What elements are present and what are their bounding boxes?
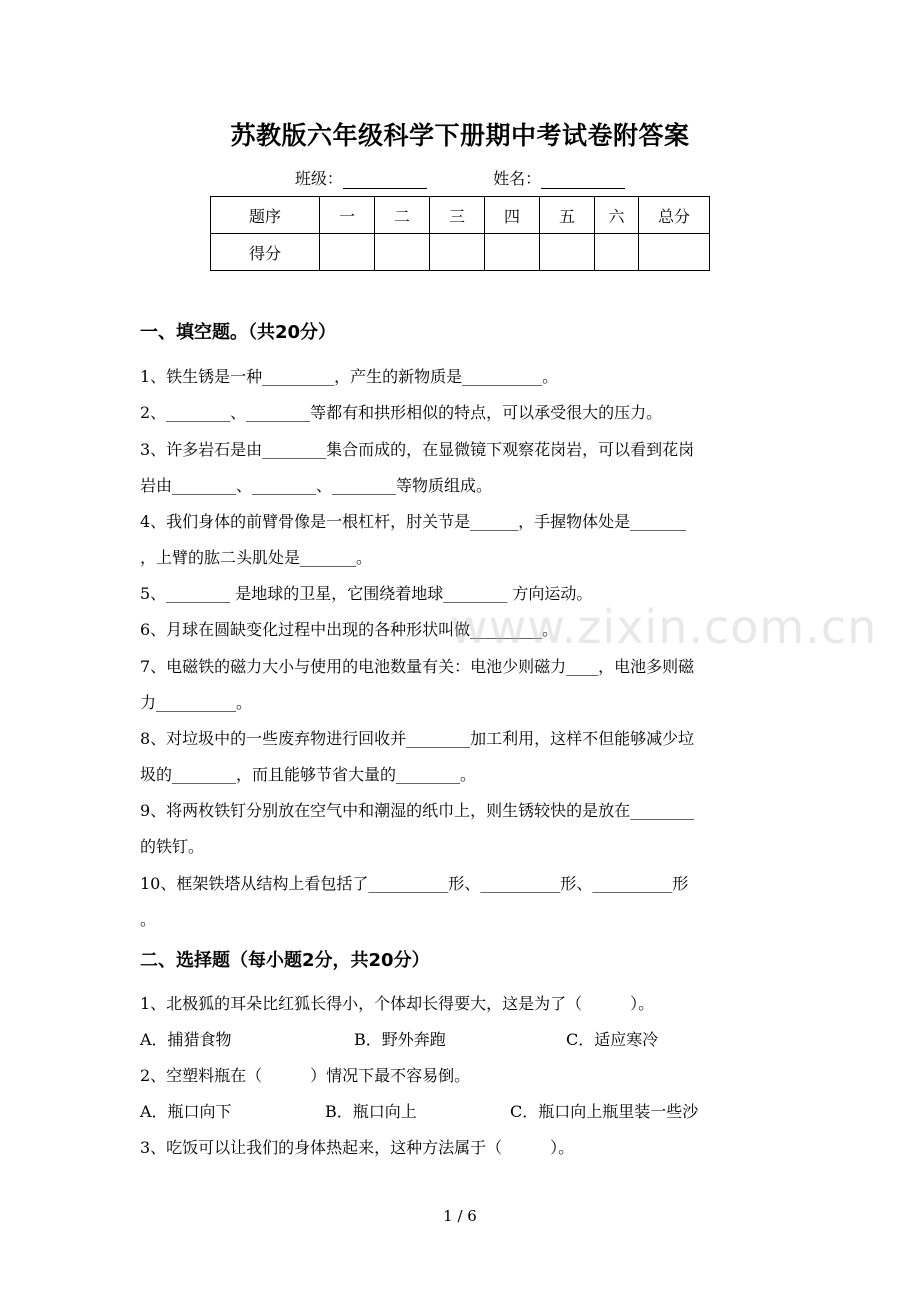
page-number: 1 / 6 — [443, 1207, 477, 1225]
question-line: 8、对垃圾中的一些废弃物进行回收并________加工利用，这样不但能够减少垃 — [140, 729, 695, 748]
score-cell[interactable] — [595, 234, 639, 271]
option-b[interactable]: B．野外奔跑 — [354, 1030, 446, 1049]
question-line: 10、框架铁塔从结构上看包括了__________形、__________形、__________形 — [140, 874, 689, 893]
question-line: 岩由________、________、________等物质组成。 — [140, 476, 493, 495]
section1-heading: 一、填空题。（共20分） — [140, 322, 337, 343]
score-header-cell: 题序 — [211, 197, 320, 234]
question-line: 力__________。 — [140, 693, 253, 712]
option-c[interactable]: C．适应寒冷 — [566, 1030, 659, 1049]
question-line: 1、铁生锈是一种_________，产生的新物质是__________。 — [140, 367, 559, 386]
score-header-cell: 四 — [485, 197, 540, 234]
score-cell[interactable] — [485, 234, 540, 271]
option-a[interactable]: A．捕猎食物 — [140, 1030, 232, 1049]
question-line: 4、我们身体的前臂骨像是一根杠杆，肘关节是______，手握物体处是_______ — [140, 512, 687, 531]
class-blank[interactable] — [343, 173, 427, 189]
watermark: www.zixin.com.cn — [450, 600, 878, 654]
question-line: 5、________ 是地球的卫星，它围绕着地球________ 方向运动。 — [140, 584, 593, 603]
option-c[interactable]: C．瓶口向上瓶里装一些沙 — [510, 1102, 699, 1121]
score-cell[interactable] — [375, 234, 430, 271]
score-cell[interactable] — [540, 234, 595, 271]
score-table — [210, 196, 710, 271]
question-line: 7、电磁铁的磁力大小与使用的电池数量有关：电池少则磁力____，电池多则磁 — [140, 657, 695, 676]
option-a[interactable]: A．瓶口向下 — [140, 1102, 232, 1121]
score-row — [211, 234, 710, 271]
class-label: 班级： — [294, 169, 343, 188]
score-header-cell: 总分 — [639, 197, 710, 234]
score-cell[interactable] — [639, 234, 710, 271]
question-line: 3、吃饭可以让我们的身体热起来，这种方法属于（ ）。 — [140, 1138, 575, 1157]
name-label: 姓名： — [493, 169, 542, 188]
score-cell[interactable] — [320, 234, 375, 271]
score-header-cell: 六 — [595, 197, 639, 234]
question-line: 圾的________，而且能够节省大量的________。 — [140, 765, 477, 784]
question-line: 1、北极狐的耳朵比红狐长得小，个体却长得要大，这是为了（ ）。 — [140, 994, 655, 1013]
score-header-row — [211, 197, 710, 234]
score-cell[interactable] — [430, 234, 485, 271]
question-line: 。 — [140, 910, 157, 929]
option-b[interactable]: B．瓶口向上 — [325, 1102, 417, 1121]
question-line: 3、许多岩石是由________集合而成的，在显微镜下观察花岗岩，可以看到花岗 — [140, 440, 695, 459]
question-line: 2、________、________等都有和拱形相似的特点，可以承受很大的压力。 — [140, 403, 663, 422]
question-line: 的铁钉。 — [140, 837, 205, 856]
exam-title: 苏教版六年级科学下册期中考试卷附答案 — [230, 121, 690, 150]
score-header-cell: 三 — [430, 197, 485, 234]
class-name-line — [0, 166, 920, 189]
score-header-cell: 一 — [320, 197, 375, 234]
section2-heading: 二、选择题（每小题2分，共20分） — [140, 950, 430, 971]
score-header-cell: 五 — [540, 197, 595, 234]
question-line: 6、月球在圆缺变化过程中出现的各种形状叫做_________。 — [140, 620, 559, 639]
question-line: 9、将两枚铁钉分别放在空气中和潮湿的纸巾上，则生锈较快的是放在________ — [140, 801, 695, 820]
question-line: ，上臂的肱二头肌处是_______。 — [140, 548, 373, 567]
question-line: 2、空塑料瓶在（ ）情况下最不容易倒。 — [140, 1066, 471, 1085]
score-row-label: 得分 — [211, 234, 320, 271]
score-header-cell: 二 — [375, 197, 430, 234]
name-blank[interactable] — [541, 173, 625, 189]
